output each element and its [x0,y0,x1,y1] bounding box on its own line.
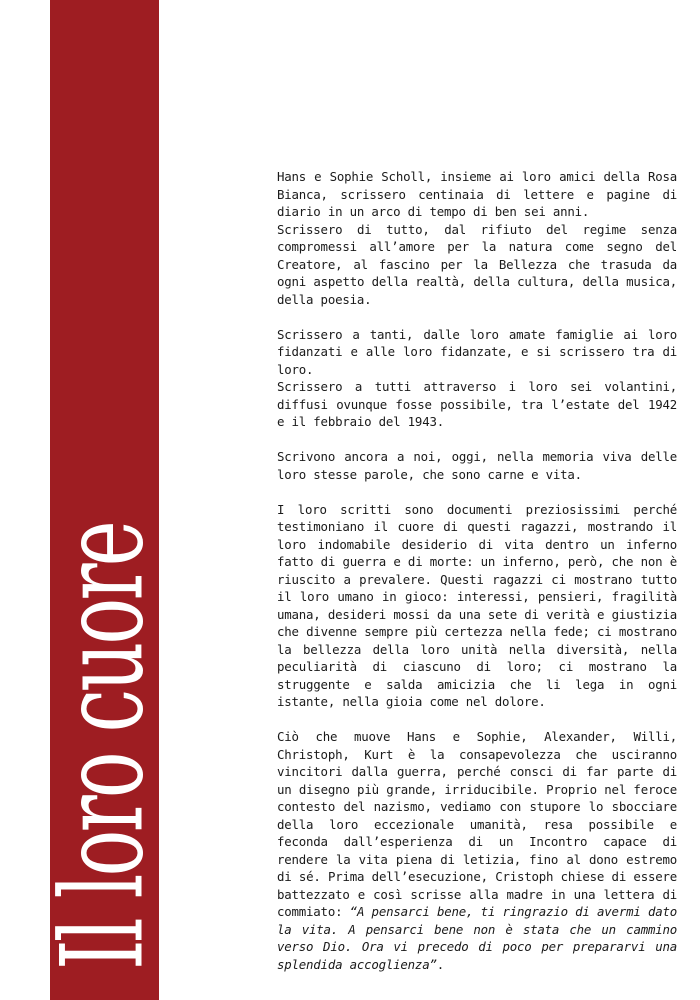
paragraph-1 [277,168,677,308]
paragraph-2-line-2: Scrissero a tutti attraverso i loro sei volantini, diffusi ovunque fosse possibile, tra l’estate del 1942 e il febbraio del 1943. [277,379,677,429]
paragraph-1-line-1: Hans e Sophie Scholl, insieme ai loro amici della Rosa Bianca, scrissero centinaia di lettere e pagine di diario in un arco di tempo di ben sei anni. [277,169,677,219]
vertical-title: Il loro cuore [38,523,170,970]
paragraph-5-text: Ciò che muove Hans e Sophie, Alexander, Willi, Christoph, Kurt è la consapevolezza che usciranno vincitori dalla guerra, perché consci di far parte di un disegno più grande, irriducibile. Proprio nel feroce contesto del nazismo, vediamo con stupore lo sbocciare della loro eccezionale umanità, resa possibile e feconda dall’esperienza di un Incontro capace di rendere la vita piena di letizia, fino al dono estremo di sé. Prima dell’esecuzione, Cristoph chiese di essere battezzato e così scrisse alla madre in una lettera di commiato: [277,729,677,919]
cristoph-quote: “A pensarci bene, ti ringrazio di avermi dato la vita. A pensarci bene non è stata che un cammino verso Dio. Ora vi precedo di poco per prepararvi una splendida accoglienza” [277,904,677,972]
paragraph-2 [277,326,677,431]
paragraph-3 [277,448,677,483]
paragraph-4-line-1: I loro scritti sono documenti preziosissimi perché testimoniano il cuore di questi ragazzi, mostrando il loro indomabile desiderio di vita dentro un inferno fatto di guerra e di morte: un inferno, però, che non è riuscito a prevalere. Questi ragazzi ci mostrano tutto il loro umano in gioco: interessi, pensieri, fragilità umana, desideri mossi da una sete di verità e giustizia che divenne sempre più certezza nella fede; ci mostrano la bellezza della loro unità nella diversità, nella peculiarità di ciascuno di loro; ci mostrano la struggente e salda amicizia che li lega in ogni istante, nella gioia come nel dolore. [277,501,677,709]
paragraph-4 [277,501,677,711]
paragraph-1-line-2: Scrissero di tutto, dal rifiuto del regime senza compromessi all’amore per la natura come segno del Creatore, al fascino per la Bellezza che trasuda da ogni aspetto della realtà, della cultura, della musica, della poesia. [277,221,677,307]
body-text [277,168,677,991]
paragraph-5-end: . [436,956,444,972]
paragraph-3-line-1: Scrivono ancora a noi, oggi, nella memoria viva delle loro stesse parole, che sono carne e vita. [277,449,677,482]
paragraph-2-line-1: Scrissero a tanti, dalle loro amate famiglie ai loro fidanzati e alle loro fidanzate, e si scrissero tra di loro. [277,326,677,377]
paragraph-5 [277,728,677,973]
